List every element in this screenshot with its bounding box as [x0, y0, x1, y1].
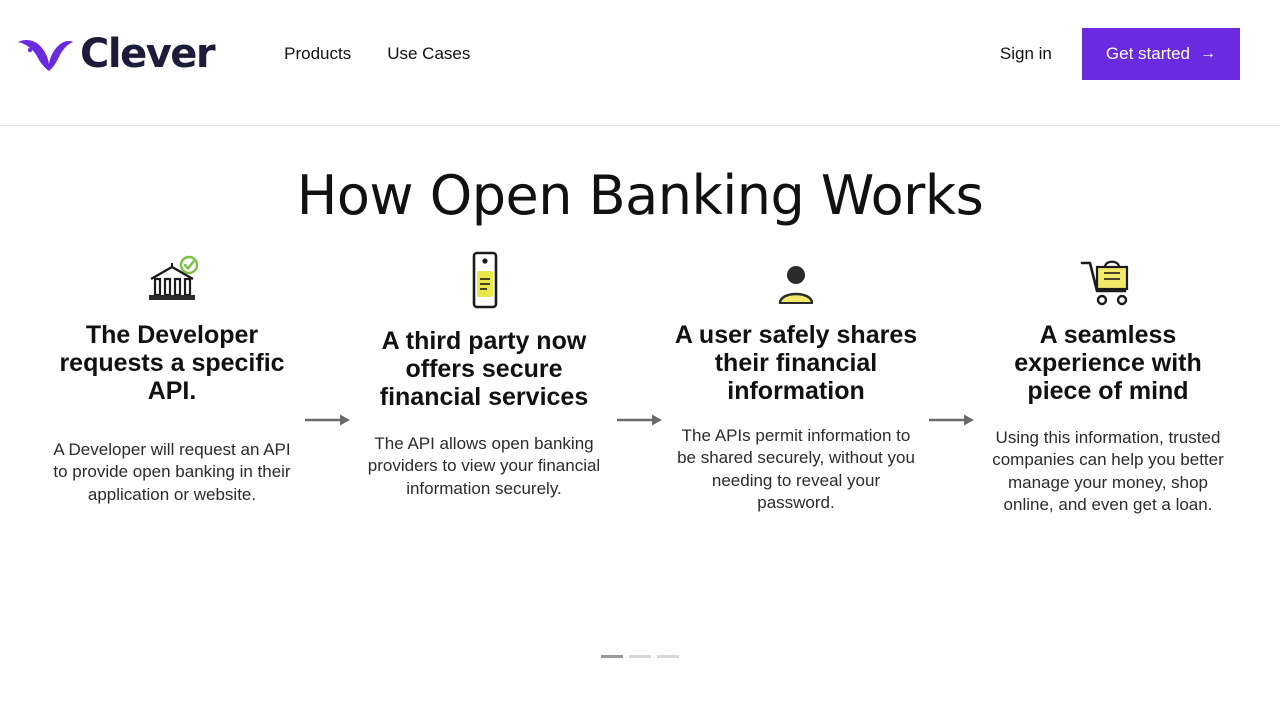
right-arrow-icon [304, 413, 352, 427]
mobile-phone-icon [463, 241, 505, 313]
site-header [0, 0, 1280, 126]
step-card-3 [666, 241, 926, 515]
get-started-button[interactable] [1082, 28, 1240, 80]
right-arrow-icon [616, 413, 664, 427]
sign-in-link[interactable]: Sign in [999, 43, 1052, 63]
right-arrow-icon [928, 413, 976, 427]
get-started-label: Get started [1105, 43, 1190, 63]
logo-text: Clever [80, 30, 215, 77]
main-nav [284, 44, 470, 64]
step-card-4 [978, 241, 1238, 517]
connector-1 [302, 241, 354, 427]
step-title-2: A third party now offers secure financial services [379, 327, 589, 411]
arrow-right-icon: → [1200, 44, 1216, 62]
connector-3 [926, 241, 978, 427]
page-title: How Open Banking Works [296, 164, 984, 227]
carousel-dot-3[interactable] [657, 655, 679, 658]
nav-item-use-cases[interactable]: Use Cases [387, 43, 471, 63]
bank-with-check-icon [141, 241, 203, 313]
step-body-3: The APIs permit information to be shared securely, without you needing to reveal your password. [677, 426, 915, 513]
connector-2 [614, 241, 666, 427]
logo[interactable] [16, 31, 214, 77]
header-actions [1000, 28, 1240, 80]
user-avatar-icon [768, 241, 824, 313]
shopping-cart-icon [1077, 241, 1139, 313]
step-card-1 [42, 241, 302, 506]
carousel-dot-1[interactable] [601, 655, 623, 658]
carousel-dots[interactable] [0, 655, 1280, 658]
step-title-3: A user safely shares their financial information [674, 321, 918, 405]
step-body-1: A Developer will request an API to provide open banking in their application or website. [53, 440, 291, 504]
step-title-4: A seamless experience with piece of mind [1014, 321, 1202, 405]
clever-bird-logo-icon [16, 34, 74, 74]
step-body-4: Using this information, trusted companies can help you better manage your money, shop online, and even get a loan. [992, 428, 1224, 515]
carousel-dot-2[interactable] [629, 655, 651, 658]
nav-item-products[interactable]: Products [284, 43, 352, 63]
step-body-2: The API allows open banking providers to view your financial information securely. [367, 434, 601, 498]
steps-row [0, 241, 1280, 517]
main-content [0, 126, 1280, 720]
step-card-2 [354, 241, 614, 500]
step-title-1: The Developer requests a specific API. [59, 321, 285, 405]
